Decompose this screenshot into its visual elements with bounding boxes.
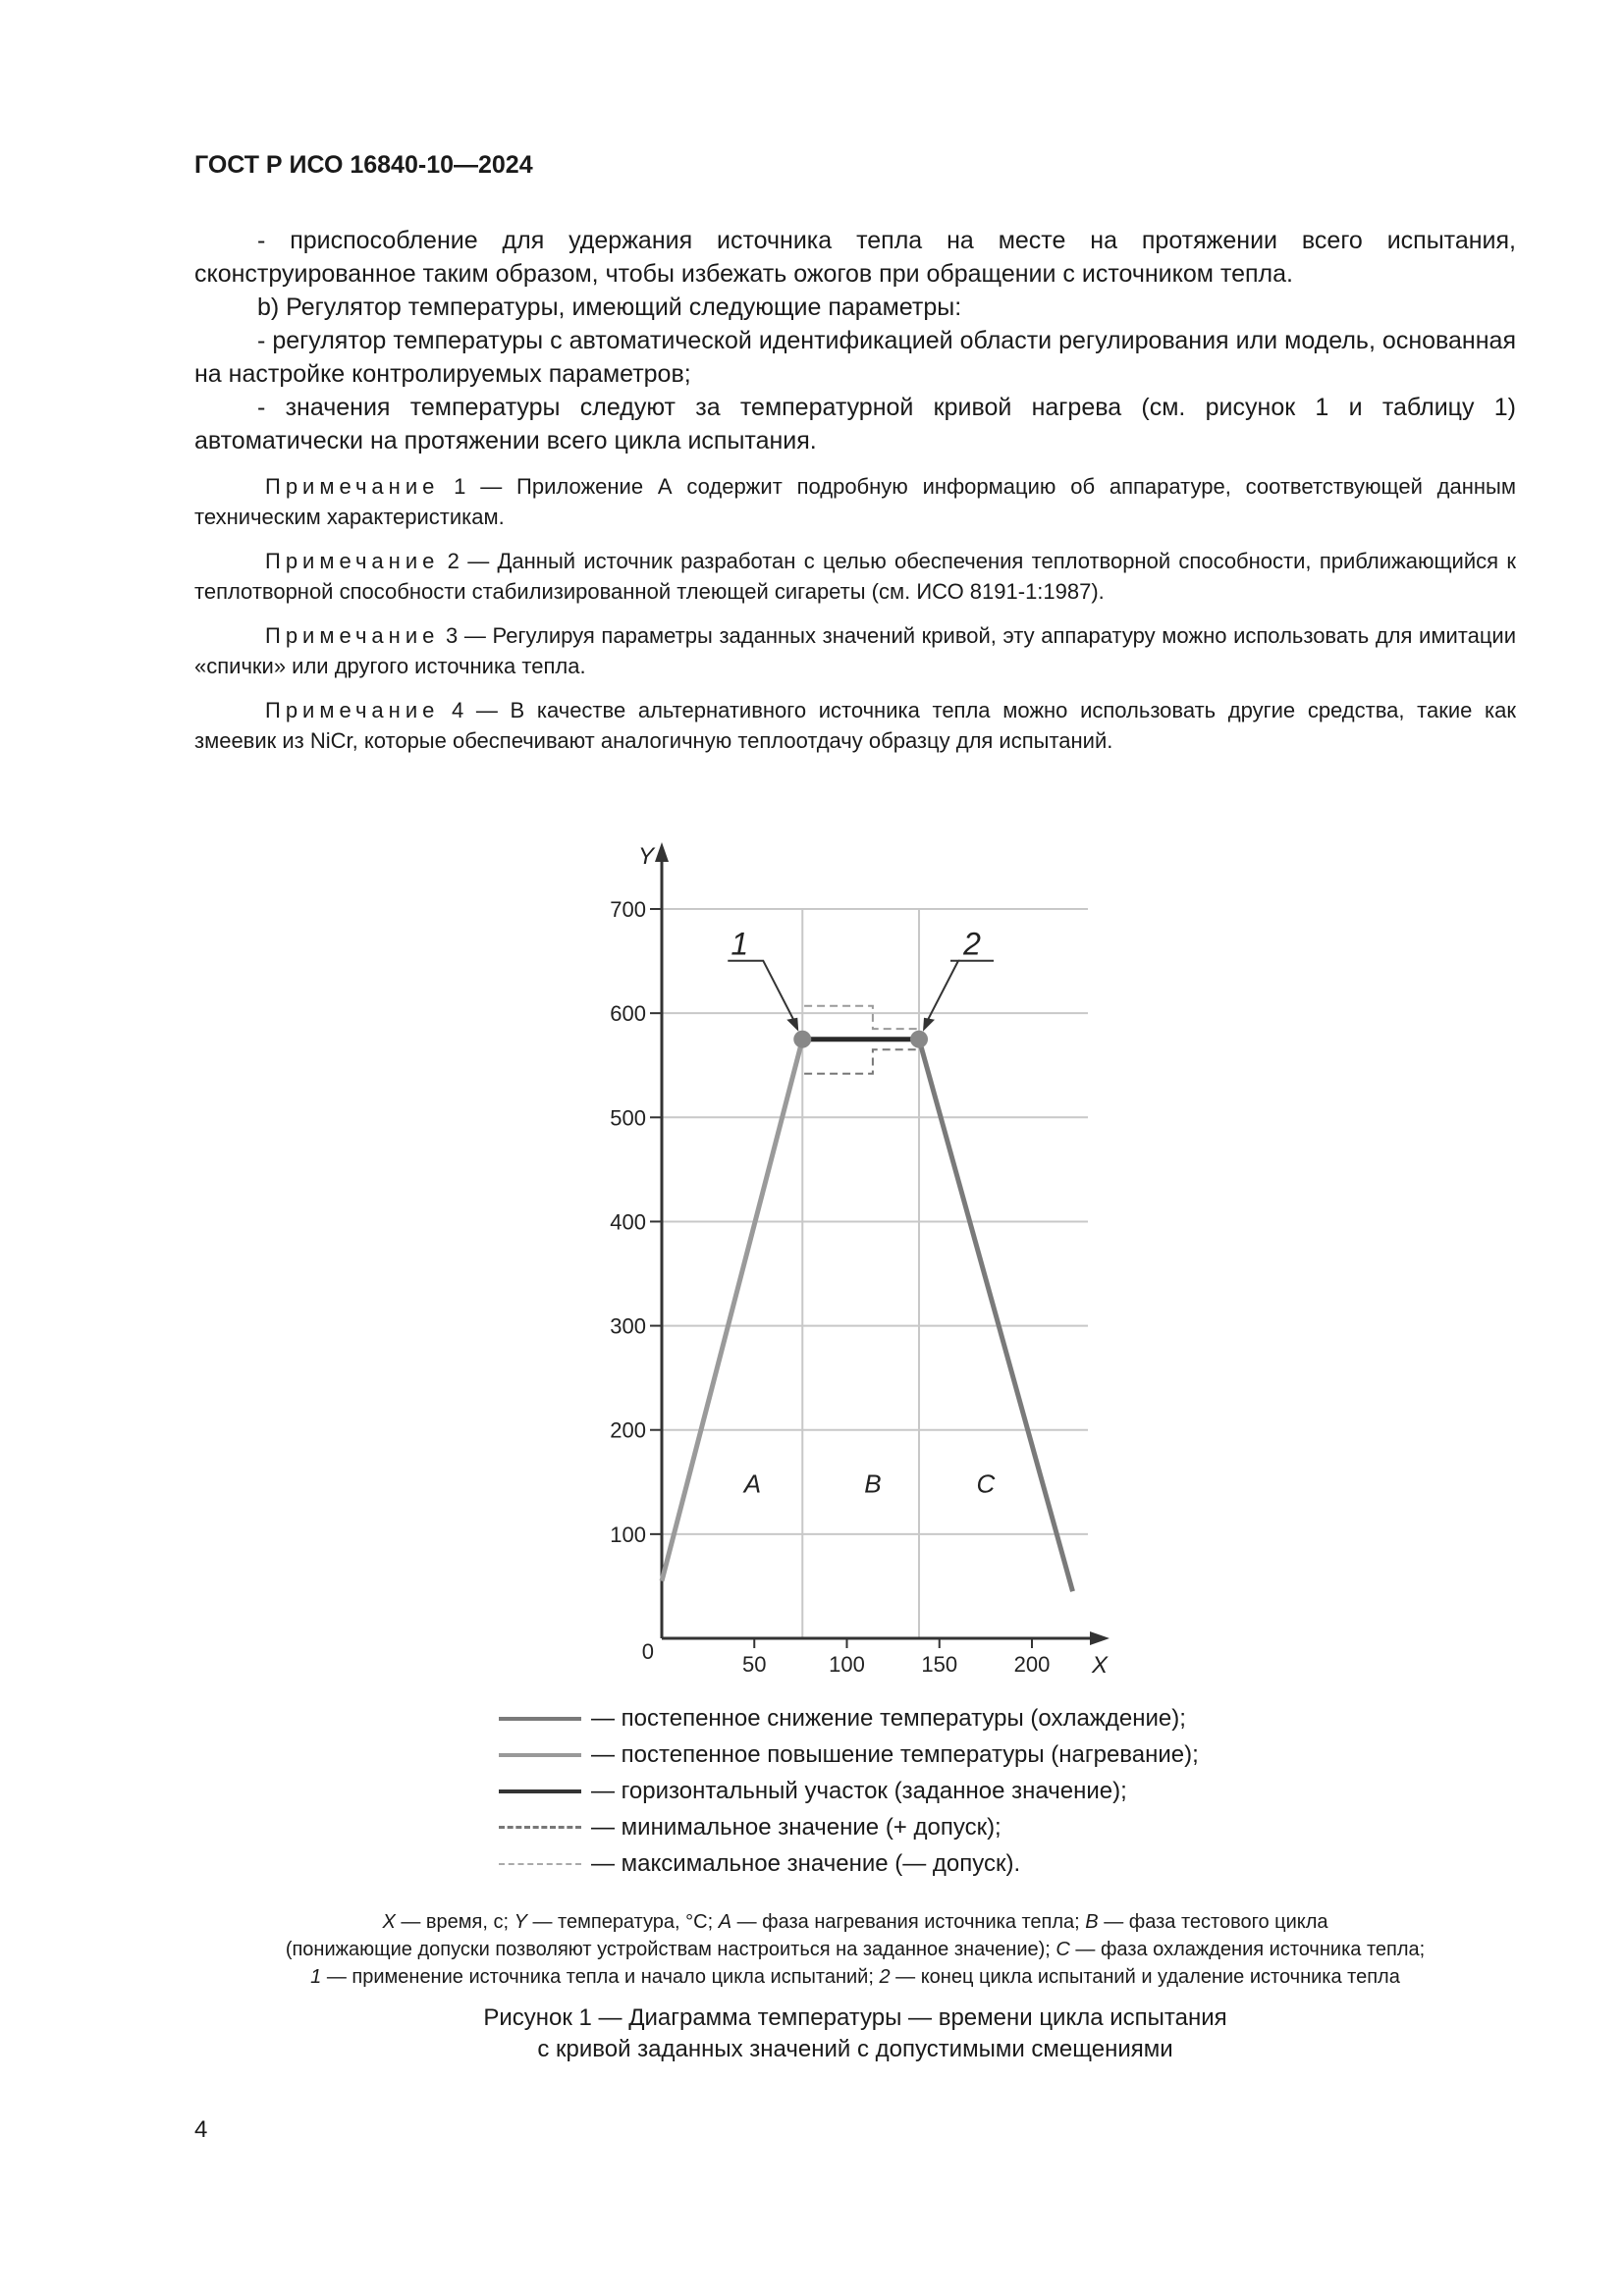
y-axis-label: Y xyxy=(638,843,655,870)
legend-swatch xyxy=(499,1826,581,1829)
marker-point xyxy=(793,1031,811,1048)
paragraph: - регулятор температуры с автоматической идентификацией области регулирования или модель, основанная на настройке контролируемых параметров; xyxy=(194,327,1516,388)
y-tick-label: 100 xyxy=(610,1522,646,1547)
y-tick-label: 400 xyxy=(610,1209,646,1235)
legend-swatch xyxy=(499,1717,581,1721)
x-axis-arrow xyxy=(1090,1631,1110,1645)
note-text: 2 — Данный источник разработан с целью обеспечения теплотворной способности, приближающийся к теплотворной способности стабилизированной тлеющей сигареты (см. ИСО 8191-1:1987). xyxy=(194,549,1516,604)
y-axis-arrow xyxy=(655,842,669,862)
legend-label: — максимальное значение (— допуск). xyxy=(591,1850,1021,1877)
y-tick-label: 700 xyxy=(610,897,646,923)
legend-label: — постепенное повышение температуры (нагревание); xyxy=(591,1741,1199,1768)
paragraph: b) Регулятор температуры, имеющий следующие параметры: xyxy=(257,294,962,321)
legend-item-max xyxy=(499,1845,1199,1882)
note-text: 4 — В качестве альтернативного источника тепла можно использовать другие средства, такие как змеевик из NiCr, которые обеспечивают аналогичную теплоотдачу образцу для испытаний. xyxy=(194,698,1516,753)
x-axis-label: X xyxy=(1092,1652,1109,1679)
page-number: 4 xyxy=(194,2116,208,2143)
figure-key-line: X — время, с; Y — температура, °С; A — фаза нагревания источника тепла; B — фаза тестового цикла xyxy=(382,1911,1328,1933)
note-label: Примечание xyxy=(265,623,440,648)
series-heating xyxy=(662,1040,802,1581)
paragraph: - значения температуры следуют за температурной кривой нагрева (см. рисунок 1 и таблицу 1) автоматически на протяжении всего цикла испытания. xyxy=(194,394,1516,454)
x-tick-label: 200 xyxy=(1013,1652,1051,1677)
y-tick-label: 500 xyxy=(610,1105,646,1131)
marker-point xyxy=(910,1031,928,1048)
phase-label: A xyxy=(743,1468,762,1499)
legend-swatch xyxy=(499,1863,581,1865)
figure-title xyxy=(194,2002,1516,2065)
y-tick-label: 600 xyxy=(610,1001,646,1027)
y-tick-label: 300 xyxy=(610,1313,646,1339)
x-tick-label: 100 xyxy=(829,1652,865,1677)
legend-label: — минимальное значение (+ допуск); xyxy=(591,1814,1001,1841)
legend-label: — постепенное снижение температуры (охлаждение); xyxy=(591,1705,1186,1732)
figure-key-line: (понижающие допуски позволяют устройствам настроиться на заданное значение); C — фаза охлаждения источника тепла; xyxy=(285,1939,1426,1960)
note-label: Примечание xyxy=(265,474,440,499)
figure-title-line: с кривой заданных значений с допустимыми смещениями xyxy=(537,2036,1173,2062)
marker-label: 1 xyxy=(731,926,749,962)
x-tick-label: 50 xyxy=(742,1652,767,1677)
note-label: Примечание xyxy=(265,549,440,573)
legend-swatch xyxy=(499,1753,581,1757)
y-tick-label: 200 xyxy=(610,1417,646,1443)
document-header: ГОСТ Р ИСО 16840-10—2024 xyxy=(194,151,533,179)
legend-item-setpoint xyxy=(499,1773,1199,1809)
series-max-tolerance xyxy=(804,1006,919,1029)
marker-leader-line xyxy=(925,961,958,1026)
marker-leader-line xyxy=(728,961,796,1026)
origin-label: 0 xyxy=(641,1639,654,1664)
series-min-tolerance xyxy=(804,1049,919,1073)
note-label: Примечание xyxy=(265,698,440,722)
figure-key xyxy=(194,1908,1516,1991)
legend-label: — горизонтальный участок (заданное значение); xyxy=(591,1778,1127,1804)
legend-item-heating xyxy=(499,1736,1199,1773)
series-cooling xyxy=(919,1040,1073,1592)
legend-item-min xyxy=(499,1809,1199,1845)
marker-arrowhead xyxy=(923,1018,935,1032)
note-text: 1 — Приложение А содержит подробную информацию об аппаратуре, соответствующей данным техническим характеристикам. xyxy=(194,474,1516,529)
marker-label: 2 xyxy=(963,926,981,962)
chart-legend xyxy=(499,1700,1199,1882)
phase-label: C xyxy=(976,1468,996,1499)
note-text: 3 — Регулируя параметры заданных значений кривой, эту аппаратуру можно использовать для имитации «спички» или другого источника тепла. xyxy=(194,623,1516,678)
phase-label: B xyxy=(864,1468,882,1499)
paragraph: - приспособление для удержания источника тепла на месте на протяжении всего испытания, сконструированное таким образом, чтобы избежать ожогов при обращении с источником тепла. xyxy=(194,227,1516,288)
marker-arrowhead xyxy=(786,1018,798,1032)
figure-title-line: Рисунок 1 — Диаграмма температуры — времени цикла испытания xyxy=(483,2004,1227,2031)
legend-item-cooling xyxy=(499,1700,1199,1736)
x-tick-label: 150 xyxy=(921,1652,958,1677)
legend-swatch xyxy=(499,1789,581,1793)
figure-key-line: 1 — применение источника тепла и начало цикла испытаний; 2 — конец цикла испытаний и удаление источника тепла xyxy=(310,1966,1400,1988)
